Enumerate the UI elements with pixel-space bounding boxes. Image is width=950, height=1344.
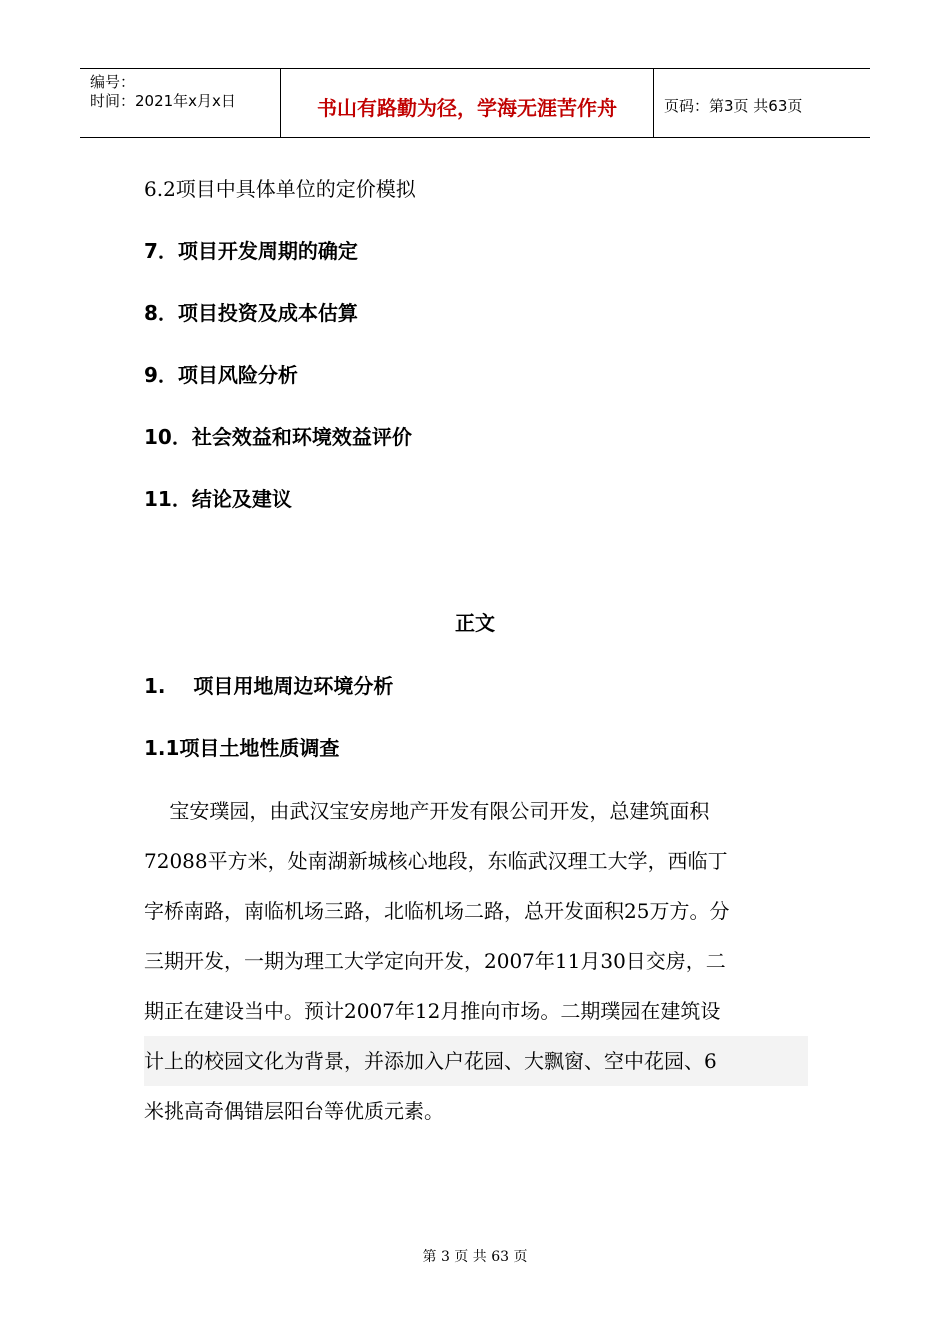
header-page-info: 页码：第3页 共63页 — [664, 96, 803, 115]
section-title: 正文 — [455, 611, 495, 635]
paragraph-line: 三期开发，一期为理工大学定向开发，2007年11月30日交房，二 — [144, 949, 726, 973]
paragraph-line: 米挑高奇偶错层阳台等优质元素。 — [144, 1099, 444, 1123]
heading-1-1: 1.1项目土地性质调查 — [144, 736, 340, 760]
heading-1: 1. 项目用地周边环境分析 — [144, 674, 394, 698]
toc-item-7: 7．项目开发周期的确定 — [144, 239, 358, 263]
paragraph-line: 宝安璞园，由武汉宝安房地产开发有限公司开发，总建筑面积 — [144, 799, 710, 823]
page-footer: 第 3 页 共 63 页 — [422, 1249, 528, 1265]
header-date: 时间：2021年x月x日 — [90, 92, 236, 110]
page-header — [80, 68, 870, 138]
toc-item-9: 9．项目风险分析 — [144, 363, 298, 387]
body-paragraph — [144, 786, 808, 1136]
toc-item-8: 8．项目投资及成本估算 — [144, 301, 358, 325]
toc-item-6-2: 6.2项目中具体单位的定价模拟 — [144, 177, 416, 201]
header-number: 编号： — [90, 73, 136, 91]
paragraph-line: 期正在建设当中。预计2007年12月推向市场。二期璞园在建筑设 — [144, 999, 721, 1023]
paragraph-line: 计上的校园文化为背景，并添加入户花园、大飘窗、空中花园、6 — [144, 1036, 808, 1086]
paragraph-line: 字桥南路，南临机场三路，北临机场二路，总开发面积25万方。分 — [144, 899, 730, 923]
toc-item-10: 10．社会效益和环境效益评价 — [144, 425, 412, 449]
header-motto: 书山有路勤为径，学海无涯苦作舟 — [281, 69, 654, 137]
paragraph-line: 72088平方米，处南湖新城核心地段，东临武汉理工大学，西临丁 — [144, 849, 728, 873]
toc-item-11: 11．结论及建议 — [144, 487, 292, 511]
header-meta — [80, 69, 281, 137]
